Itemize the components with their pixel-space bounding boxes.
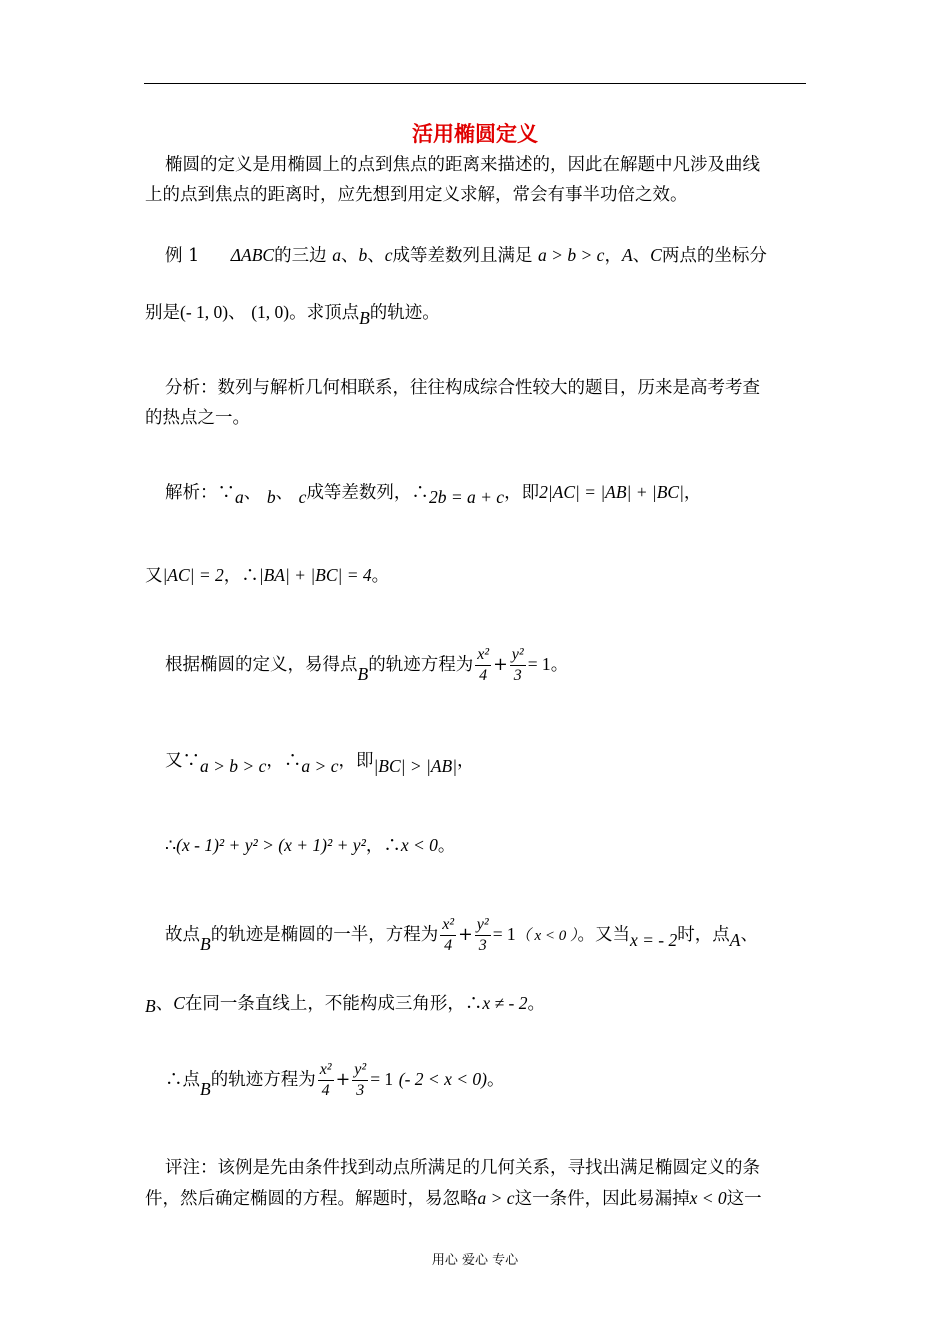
- text: 。: [487, 1070, 505, 1090]
- text: 在同一条直线上，不能构成三角形，∴: [184, 994, 483, 1014]
- fraction-num: y²: [352, 1060, 368, 1081]
- fraction-x: [318, 1060, 334, 1101]
- text: 又∵: [165, 751, 200, 771]
- text: 。: [550, 655, 569, 675]
- text: 成等差数列且满足: [392, 246, 533, 266]
- solution-line-3: 根据椭圆的定义，易得点B的轨迹方程为 $\frac{\text{x²}}{4}$ + $\frac{\text{y²}}{3}$ = 1。: [165, 646, 569, 684]
- solution-line-2: [145, 560, 806, 591]
- analysis-paragraph: [145, 373, 806, 433]
- equation: x = - 2: [629, 930, 678, 950]
- point-b: B: [145, 996, 156, 1016]
- equation: 2b = a + c: [428, 487, 505, 507]
- fraction-y: [352, 1060, 368, 1101]
- equation: x ≠ - 2: [482, 993, 528, 1013]
- fraction-den: 4: [321, 1082, 330, 1099]
- point-b: B: [200, 1079, 211, 1099]
- fraction-x: [475, 645, 491, 686]
- text: ，: [457, 751, 475, 771]
- comment-line-2: [145, 1183, 806, 1214]
- text: 。: [527, 994, 545, 1014]
- equation: |BA| + |BC| = 4: [258, 565, 372, 585]
- solution-line-1: 解析：∵a、 b、 c成等差数列，∴2b = a + c，即2|AC| = |AB| + |BC|，: [165, 482, 702, 507]
- fraction-den: 3: [356, 1082, 365, 1099]
- text: ∴: [165, 836, 177, 856]
- text: 的轨迹是椭圆的一半，方程为: [210, 925, 439, 945]
- fraction-y: [475, 915, 491, 956]
- triangle-abc: ΔABC: [230, 245, 275, 265]
- text: 两点的坐标分: [661, 246, 767, 266]
- header-rule: [144, 83, 806, 84]
- equation: a > c: [477, 1188, 515, 1208]
- equation: = 1: [492, 924, 516, 944]
- point-b: B: [359, 308, 370, 328]
- equation: (x - 1)² + y² > (x + 1)² + y²: [176, 835, 366, 855]
- page-footer: 用心 爱心 专心: [431, 1253, 519, 1268]
- coord-2: (1, 0): [251, 302, 290, 322]
- fraction-num: x²: [318, 1060, 334, 1081]
- example-label: 例 1: [165, 246, 200, 266]
- example-1-line-2: 别是(- 1, 0)、 (1, 0)。求顶点B的轨迹。: [145, 302, 440, 328]
- analysis-line-1: 分析：数列与解析几何相联系，往往构成综合性较大的题目，历来是高考考查: [165, 378, 760, 398]
- fraction-y: [510, 645, 526, 686]
- point-c: C: [650, 245, 662, 265]
- text: 这一条件，因此易漏掉: [514, 1189, 690, 1209]
- text: ，即: [504, 483, 540, 503]
- page-title: 活用椭圆定义: [412, 122, 538, 146]
- inequality: a > b > c: [538, 245, 605, 265]
- fraction-den: 4: [479, 667, 488, 684]
- fraction-den: 3: [513, 667, 522, 684]
- fraction-num: x²: [440, 915, 456, 936]
- comment-line-1: 评注：该例是先由条件找到动点所满足的几何关系，寻找出满足椭圆定义的条: [165, 1158, 760, 1178]
- equation: |AC| = 2: [162, 565, 224, 585]
- point-a: A: [621, 245, 633, 265]
- equation: = 1: [527, 654, 551, 674]
- text: 解析：∵: [165, 483, 235, 503]
- equation: |BC| > |AB|: [373, 756, 458, 776]
- point-b: B: [357, 664, 369, 684]
- text: ，∴: [223, 566, 259, 586]
- comment-paragraph: [145, 1153, 806, 1214]
- solution-line-8: ∴点B的轨迹方程为 $\frac{\text{x²}}{4}$ + $\frac{\text{y²}}{3}$ = 1 (- 2 < x < 0)。: [165, 1061, 505, 1099]
- solution-line-5: [145, 830, 826, 861]
- equation: 2|AC| = |AB| + |BC|: [539, 482, 684, 502]
- var-b: b: [266, 487, 276, 507]
- equation: a > b > c: [200, 756, 267, 776]
- fraction-num: y²: [510, 645, 526, 666]
- intro-line-2: 上的点到焦点的距离时，应先想到用定义求解，常会有事半功倍之效。: [145, 185, 688, 205]
- text: 的轨迹方程为: [210, 1070, 316, 1090]
- solution-line-6: 故点B的轨迹是椭圆的一半，方程为 $\frac{\text{x²}}{4}$ + $\frac{\text{y²}}{3}$ = 1（ x < 0 ）。又当x = - 2时，点A、: [165, 916, 758, 954]
- var-a: a: [332, 245, 341, 265]
- text: 故点: [165, 925, 200, 945]
- equation: = 1: [370, 1069, 394, 1089]
- equation: a > c: [301, 756, 339, 776]
- text: 、: [740, 925, 758, 945]
- equation: x < 0: [400, 835, 438, 855]
- text: 。又当: [577, 925, 630, 945]
- text: 又: [145, 566, 163, 586]
- text: 时，点: [677, 925, 730, 945]
- text: 。: [437, 836, 456, 856]
- fraction-den: 4: [444, 937, 453, 954]
- text: 的三边: [274, 246, 327, 266]
- text: ，∴: [266, 751, 302, 771]
- fraction-num: x²: [475, 645, 491, 666]
- coord-1: (- 1, 0): [180, 302, 229, 322]
- condition: (- 2 < x < 0): [398, 1069, 488, 1089]
- text: 件，然后确定椭圆的方程。解题时，易忽略: [145, 1189, 478, 1209]
- fraction-den: 3: [478, 937, 487, 954]
- equation: x < 0: [689, 1188, 727, 1208]
- text: 根据椭圆的定义，易得点: [165, 655, 358, 675]
- text: ，即: [338, 751, 374, 771]
- text: ，∴: [365, 836, 401, 856]
- analysis-line-2: 的热点之一。: [145, 408, 250, 428]
- fraction-x: [440, 915, 456, 956]
- text: 的轨迹方程为: [368, 655, 474, 675]
- point-a: A: [729, 930, 741, 950]
- text: 的轨迹。: [369, 303, 440, 323]
- fraction-num: y²: [475, 915, 491, 936]
- example-1-line-1: 例 1 ΔABC的三边 a、b、c成等差数列且满足 a > b > c，A、C两点的坐标分: [165, 245, 767, 266]
- var-a: a: [235, 487, 244, 507]
- solution-line-4: [145, 745, 826, 776]
- text: 成等差数列，∴: [306, 483, 429, 503]
- intro-line-1: 椭圆的定义是用椭圆上的点到焦点的距离来描述的，因此在解题中凡涉及曲线: [165, 155, 760, 175]
- text: 。: [371, 566, 390, 586]
- point-c: C: [173, 993, 185, 1013]
- text: 。求顶点: [289, 303, 360, 323]
- point-b: B: [200, 934, 211, 954]
- solution-line-7: B、C在同一条直线上，不能构成三角形，∴x ≠ - 2。: [145, 993, 545, 1016]
- text: 别是: [145, 303, 180, 323]
- text: ∴点: [165, 1070, 200, 1090]
- var-b: b: [358, 245, 368, 265]
- var-c: c: [298, 487, 307, 507]
- intro-paragraph: [145, 150, 806, 210]
- condition: （ x < 0 ）: [515, 928, 578, 944]
- var-c: c: [384, 245, 393, 265]
- text: 这一: [726, 1189, 762, 1209]
